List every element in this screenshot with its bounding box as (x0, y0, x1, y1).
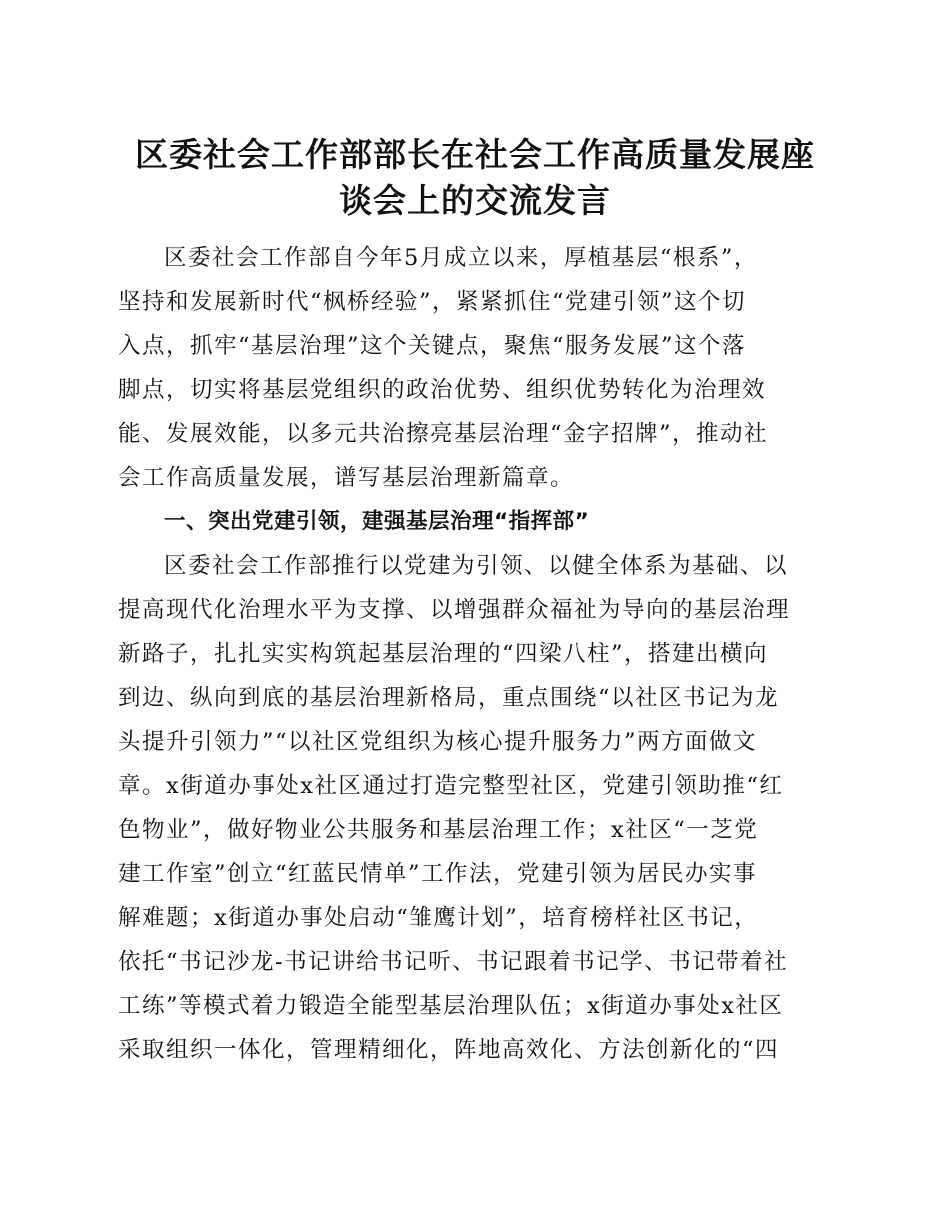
paragraph-line: 章。x街道办事处x社区通过打造完整型社区，党建引领助推“红 (118, 773, 784, 799)
title-line: 区委社会工作部部长在社会工作高质量发展座 (135, 135, 815, 174)
paragraph-line: 新路子，扎扎实实构筑起基层治理的“四梁八柱”，搭建出横向 (118, 641, 769, 667)
paragraph-line: 会工作高质量发展，谱写基层治理新篇章。 (118, 465, 575, 491)
paragraph-line: 色物业”，做好物业公共服务和基层治理工作；x社区“一芝党 (118, 817, 759, 843)
paragraph-line: 头提升引领力”“以社区党组织为核心提升服务力”两方面做文 (118, 729, 758, 755)
paragraph-line: 解难题；x街道办事处启动“雏鹰计划”，培育榜样社区书记， (118, 905, 759, 931)
document-title (100, 132, 850, 224)
paragraph-line: 到边、纵向到底的基层治理新格局，重点围绕“以社区书记为龙 (118, 685, 780, 711)
document-body (118, 236, 834, 1072)
paragraph-line: 脚点，切实将基层党组织的政治优势、组织优势转化为治理效 (118, 377, 767, 403)
paragraph-section-one (118, 544, 834, 1072)
paragraph-intro (118, 236, 834, 500)
paragraph-line: 工练”等模式着力锻造全能型基层治理队伍；x街道办事处x社区 (118, 993, 784, 1019)
paragraph-line: 依托“书记沙龙-书记讲给书记听、书记跟着书记学、书记带着社 (118, 949, 789, 975)
paragraph-line: 建工作室”创立“红蓝民情单”工作法，党建引领为居民办实事 (118, 861, 758, 887)
paragraph-line: 能、发展效能，以多元共治擦亮基层治理“金字招牌”，推动社 (118, 421, 769, 447)
section-heading: 一、突出党建引领，建强基层治理“指挥部” (164, 509, 590, 534)
paragraph-line: 坚持和发展新时代“枫桥经验”，紧紧抓住“党建引领”这个切 (118, 289, 747, 315)
paragraph-line: 采取组织一体化，管理精细化，阵地高效化、方法创新化的“四 (118, 1037, 780, 1063)
paragraph-line: 提高现代化治理水平为支撑、以增强群众福祉为导向的基层治理 (118, 597, 791, 623)
paragraph-line: 入点，抓牢“基层治理”这个关键点，聚焦“服务发展”这个落 (118, 333, 747, 359)
title-line: 谈会上的交流发言 (339, 181, 611, 220)
paragraph-line: 区委社会工作部自今年5月成立以来，厚植基层“根系”， (164, 245, 758, 271)
paragraph-line: 区委社会工作部推行以党建为引领、以健全体系为基础、以 (164, 553, 789, 579)
